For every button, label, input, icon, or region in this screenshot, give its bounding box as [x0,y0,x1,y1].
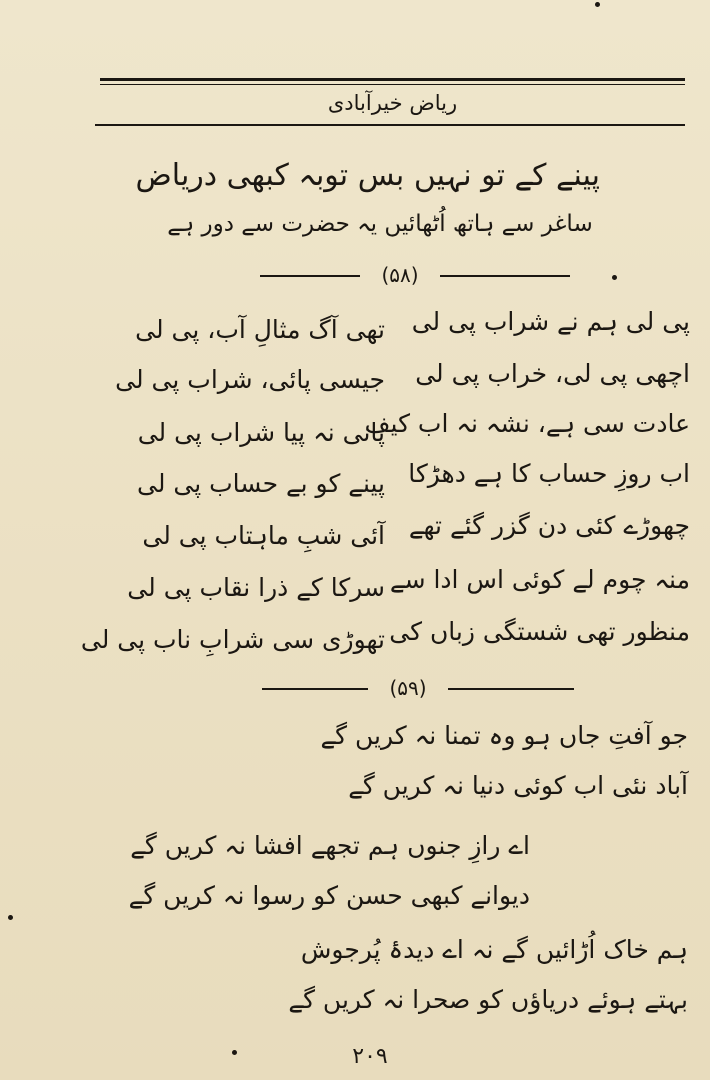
header-top-rule-thin [100,84,685,85]
couplet-3-right: عادت سی ہے، نشہ نہ اب کیف [364,409,690,438]
section-59-left-dash [262,688,368,690]
couplet-5-left: آئی شبِ ماہتاب پی لی [142,521,385,550]
couplet-5-right: چھوڑے کئی دن گزر گئے تھے [408,511,690,540]
couplet-6-right: منہ چوم لے کوئی اس ادا سے [389,565,690,594]
header-top-rule-thick [100,78,685,81]
couplet-7-right: منظور تھی شستگی زباں کی [389,617,690,646]
couplet-4-right: اب روزِ حساب کا ہے دھڑکا [408,459,690,488]
margin-dot-left [8,915,13,920]
couplet-2-right: اچھی پی لی، خراب پی لی [415,359,690,388]
stanza-line-5: ہم خاک اُڑائیں گے نہ اے دیدۂ پُرجوش [300,935,688,964]
couplet-7-left: تھوڑی سی شرابِ ناب پی لی [80,625,385,654]
section-59-number: (۵۹) [389,676,427,700]
stanza-line-2: آباد نئی اب کوئی دنیا نہ کریں گے [348,771,688,800]
stanza-line-4: دیوانے کبھی حسن کو رسوا نہ کریں گے [128,881,530,910]
stanza-line-6: بہتے ہوئے دریاؤں کو صحرا نہ کریں گے [288,985,688,1014]
section-58-right-dash [440,275,570,277]
intro-line-2: ساغر سے ہاتھ اُٹھائیں یہ حضرت سے دور ہے [167,211,593,237]
running-header: ریاض خیرآبادی [327,91,458,115]
section-58-number-text: ۵۸ [389,263,411,287]
couplet-1-left: تھی آگ مثالِ آب، پی لی [135,315,385,344]
section-59-right-dash [448,688,574,690]
couplet-4-left: پینے کو بے حساب پی لی [136,469,385,498]
couplet-6-left: سرکا کے ذرا نقاب پی لی [127,573,385,602]
couplet-1-right: پی لی ہم نے شراب پی لی [411,307,690,336]
margin-dot-top [595,2,600,7]
margin-dot-bottom [232,1050,237,1055]
intro-line-1: پینے کے تو نہیں بس توبہ کبھی دریاض [135,158,600,193]
section-58-dot [612,275,617,280]
couplet-2-left: جیسی پائی، شراب پی لی [115,365,385,394]
page-number: ۲۰۹ [352,1044,388,1069]
section-58-left-dash [260,275,360,277]
section-58-number: (۵۸) [381,263,419,287]
stanza-line-1: جو آفتِ جاں ہو وہ تمنا نہ کریں گے [320,721,688,750]
couplet-3-left: پانی نہ پیا شراب پی لی [137,418,385,447]
stanza-line-3: اے رازِ جنوں ہم تجھے افشا نہ کریں گے [130,831,530,860]
section-59-number-text: ۵۹ [397,676,419,700]
header-bottom-rule [95,124,685,126]
